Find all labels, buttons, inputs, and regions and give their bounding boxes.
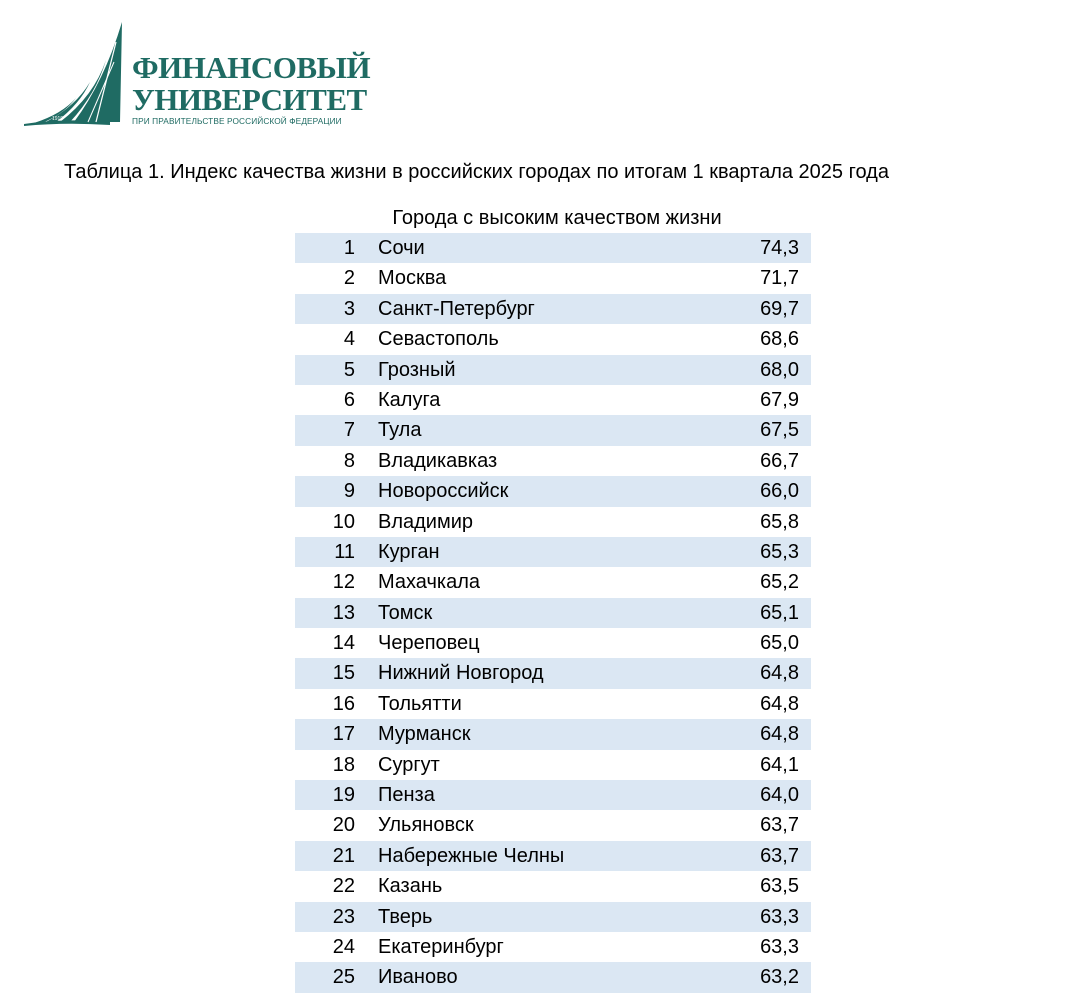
city-cell: Калуга — [378, 388, 441, 411]
table-row — [295, 871, 811, 901]
index-value-cell: 69,7 — [760, 297, 799, 320]
city-cell: Сургут — [378, 753, 440, 776]
rank-cell: 5 — [343, 358, 355, 381]
index-value-cell: 63,2 — [760, 966, 799, 989]
index-value-cell: 64,8 — [760, 723, 799, 746]
rank-cell: 25 — [332, 966, 355, 989]
city-cell: Новороссийск — [378, 480, 509, 503]
index-value-cell: 64,8 — [760, 662, 799, 685]
table-row — [295, 385, 811, 415]
rank-cell: 10 — [332, 510, 355, 533]
rank-cell: 21 — [332, 844, 355, 867]
rank-cell: 9 — [343, 480, 355, 503]
table-row — [295, 507, 811, 537]
table-caption: Таблица 1. Индекс качества жизни в российских городах по итогам 1 квартала 2025 года — [64, 161, 889, 183]
rank-cell: 22 — [332, 875, 355, 898]
index-value-cell: 66,7 — [760, 449, 799, 472]
table-row — [295, 567, 811, 597]
city-cell: Казань — [378, 875, 443, 898]
city-cell: Тольятти — [378, 692, 462, 715]
city-cell: Москва — [378, 267, 447, 290]
rank-cell: 12 — [332, 571, 355, 594]
index-value-cell: 65,0 — [760, 632, 799, 655]
logo-year: 1919 — [52, 116, 64, 122]
city-cell: Владимир — [378, 510, 474, 533]
rank-cell: 14 — [332, 632, 355, 655]
city-cell: Набережные Челны — [378, 844, 565, 867]
table-row — [295, 689, 811, 719]
index-value-cell: 65,8 — [760, 510, 799, 533]
table-row — [295, 932, 811, 962]
index-value-cell: 63,7 — [760, 844, 799, 867]
rank-cell: 16 — [332, 692, 355, 715]
table-row — [295, 446, 811, 476]
rank-cell: 20 — [332, 814, 355, 837]
index-value-cell: 63,5 — [760, 875, 799, 898]
index-value-cell: 66,0 — [760, 480, 799, 503]
table-row — [295, 780, 811, 810]
city-cell: Грозный — [378, 358, 456, 381]
rank-cell: 8 — [343, 449, 355, 472]
sail-emblem-icon — [24, 22, 134, 128]
index-value-cell: 68,6 — [760, 328, 799, 351]
city-cell: Мурманск — [378, 723, 471, 746]
city-cell: Череповец — [378, 632, 480, 655]
city-cell: Пенза — [378, 784, 435, 807]
rank-cell: 7 — [343, 419, 355, 442]
table-row — [295, 324, 811, 354]
table-row — [295, 841, 811, 871]
table-body — [295, 233, 811, 993]
table-row — [295, 415, 811, 445]
index-value-cell: 67,9 — [760, 388, 799, 411]
city-cell: Томск — [378, 601, 433, 624]
city-cell: Владикавказ — [378, 449, 498, 472]
rank-cell: 19 — [332, 784, 355, 807]
rank-cell: 4 — [343, 328, 355, 351]
table-row — [295, 719, 811, 749]
city-cell: Санкт-Петербург — [378, 297, 535, 320]
university-logo — [24, 22, 371, 132]
rank-cell: 2 — [343, 267, 355, 290]
rank-cell: 23 — [332, 905, 355, 928]
table-row — [295, 294, 811, 324]
index-value-cell: 74,3 — [760, 237, 799, 259]
logo-title-line2: УНИВЕРСИТЕТ — [132, 82, 367, 117]
index-value-cell: 65,3 — [760, 540, 799, 563]
rank-cell: 18 — [332, 753, 355, 776]
city-cell: Махачкала — [378, 571, 480, 594]
rank-cell: 17 — [332, 723, 355, 746]
index-value-cell: 65,1 — [760, 601, 799, 624]
index-value-cell: 65,2 — [760, 571, 799, 594]
table-row — [295, 476, 811, 506]
logo-subtitle: ПРИ ПРАВИТЕЛЬСТВЕ РОССИЙСКОЙ ФЕДЕРАЦИИ — [132, 116, 342, 126]
rank-cell: 6 — [343, 388, 355, 411]
city-cell: Тверь — [378, 905, 433, 928]
index-value-cell: 63,3 — [760, 905, 799, 928]
table-row — [295, 810, 811, 840]
index-value-cell: 68,0 — [760, 358, 799, 381]
table-row — [295, 658, 811, 688]
table-row — [295, 233, 811, 263]
city-cell: Екатеринбург — [378, 935, 504, 958]
table-row — [295, 902, 811, 932]
rank-cell: 24 — [332, 935, 355, 958]
index-value-cell: 67,5 — [760, 419, 799, 442]
rank-cell: 1 — [343, 237, 355, 259]
city-cell: Иваново — [378, 966, 458, 989]
index-value-cell: 64,0 — [760, 784, 799, 807]
rank-cell: 13 — [332, 601, 355, 624]
city-cell: Нижний Новгород — [378, 662, 544, 685]
table-header: Города с высоким качеством жизни — [392, 207, 722, 229]
table-row — [295, 263, 811, 293]
table-row — [295, 628, 811, 658]
index-value-cell: 71,7 — [760, 267, 799, 290]
city-cell: Тула — [378, 419, 422, 442]
city-cell: Сочи — [378, 237, 425, 259]
table-row — [295, 537, 811, 567]
index-value-cell: 64,1 — [760, 753, 799, 776]
city-cell: Курган — [378, 540, 440, 563]
ranking-table — [295, 203, 811, 993]
index-value-cell: 64,8 — [760, 692, 799, 715]
table-row — [295, 962, 811, 992]
table-row — [295, 598, 811, 628]
rank-cell: 3 — [343, 297, 355, 320]
rank-cell: 11 — [334, 540, 355, 563]
city-cell: Ульяновск — [378, 814, 474, 837]
city-cell: Севастополь — [378, 328, 499, 351]
index-value-cell: 63,7 — [760, 814, 799, 837]
table-row — [295, 355, 811, 385]
logo-title-line1: ФИНАНСОВЫЙ — [132, 50, 371, 85]
table-row — [295, 750, 811, 780]
rank-cell: 15 — [332, 662, 355, 685]
index-value-cell: 63,3 — [760, 935, 799, 958]
